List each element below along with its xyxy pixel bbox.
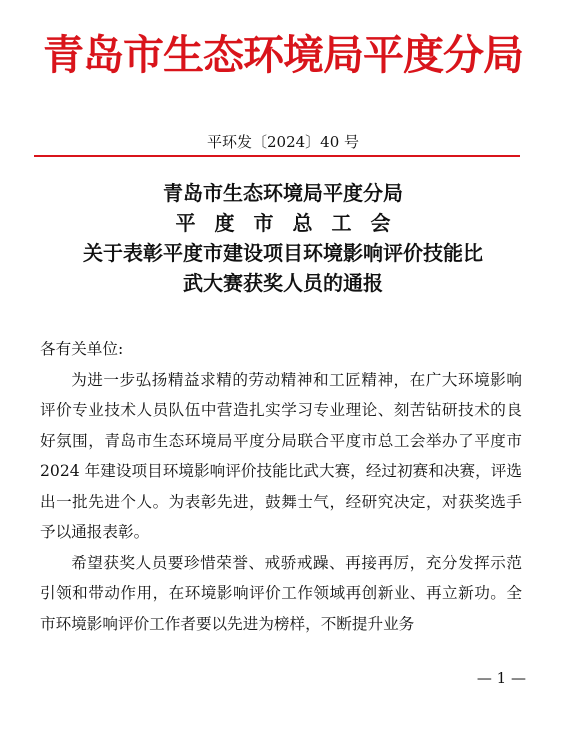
salutation: 各有关单位: (40, 340, 124, 358)
document-title (34, 178, 532, 298)
page-number: — 1 — (476, 669, 526, 687)
red-divider-line (34, 155, 520, 157)
document-body (40, 334, 522, 639)
body-paragraph-1: 为进一步弘扬精益求精的劳动精神和工匠精神，在广大环境影响评价专业技术人员队伍中营造扎实学习专业理论、刻苦钻研技术的良好氛围，青岛市生态环境局平度分局联合平度市总工会举办了平度市 2024 年建设项目环境影响评价技能比武大赛，经过初赛和决赛，评选出一批先进个人。为表彰先进，鼓舞士气，经研究决定，对获奖选手予以通报表彰。 (40, 370, 522, 541)
title-line-2: 平度市总工会 (175, 211, 410, 235)
body-paragraph-2: 希望获奖人员要珍惜荣誉、戒骄戒躁、再接再厉，充分发挥示范引领和带动作用，在环境影响评价工作领域再创新业、再立新功。全市环境影响评价工作者要以先进为榜样，不断提升业务 (40, 553, 522, 633)
title-line-4: 武大赛获奖人员的通报 (183, 271, 383, 295)
document-number: 平环发〔2024〕40 号 (206, 133, 360, 151)
title-line-3: 关于表彰平度市建设项目环境影响评价技能比 (83, 241, 483, 265)
document-masthead: 青岛市生态环境局平度分局 (43, 31, 523, 79)
title-line-1: 青岛市生态环境局平度分局 (163, 181, 403, 205)
